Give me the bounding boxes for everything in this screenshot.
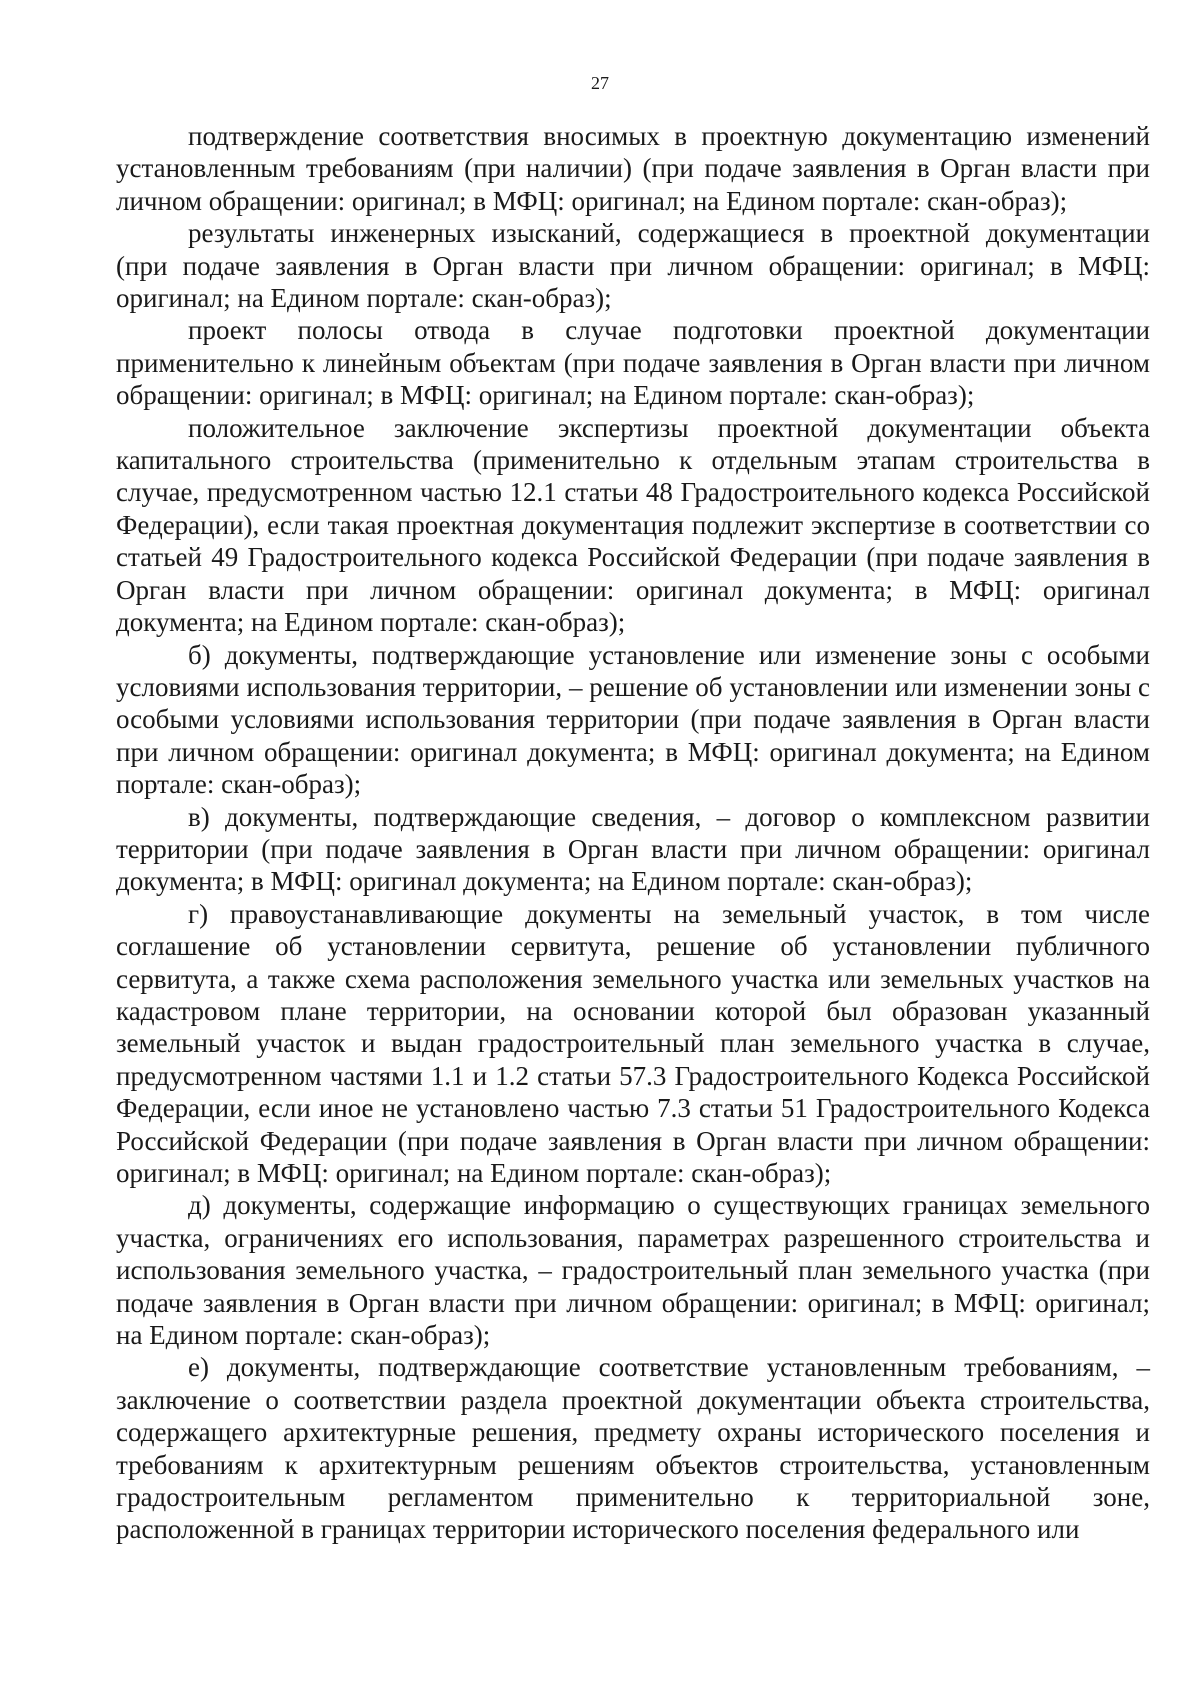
paragraph-item-d-land-plot-boundaries: д) документы, содержащие информацию о существующих границах земельного участка, ограничениях его использования, параметрах разрешенного строительства и использования земельного участка, – градостроительный план земельного участка (при подаче заявления в Орган власти при личном обращении: оригинал; в МФЦ: оригинал; на Едином портале: скан-образ); bbox=[116, 1190, 1150, 1351]
paragraph-design-changes-confirmation: подтверждение соответствия вносимых в проектную документацию изменений установленным требованиям (при наличии) (при подаче заявления в Орган власти при личном обращении: оригинал; в МФЦ: оригинал; на Едином портале: скан-образ); bbox=[116, 121, 1150, 216]
paragraph-right-of-way-project: проект полосы отвода в случае подготовки проектной документации применительно к линейным объектам (при подаче заявления в Орган власти при личном обращении: оригинал; в МФЦ: оригинал; на Едином портале: скан-образ); bbox=[116, 315, 1150, 411]
document-body bbox=[116, 120, 1150, 1546]
paragraph-engineering-surveys: результаты инженерных изысканий, содержащиеся в проектной документации (при подаче заявления в Орган власти при личном обращении: оригинал; в МФЦ: оригинал; на Едином портале: скан-образ); bbox=[116, 218, 1150, 314]
page-number: 27 bbox=[591, 73, 609, 93]
paragraph-item-e-compliance-documents: е) документы, подтверждающие соответствие установленным требованиям, – заключение о соответствии раздела проектной документации объекта строительства, содержащего архитектурные решения, предмету охраны исторического поселения и требованиям к архитектурным решениям объектов строительства, установленным градостроительным регламентом применительно к территориальной зоне, расположенной в границах территории исторического поселения федерального или bbox=[116, 1352, 1150, 1545]
paragraph-expertise-conclusion: положительное заключение экспертизы проектной документации объекта капитального строительства (применительно к отдельным этапам строительства в случае, предусмотренном частью 12.1 статьи 48 Градостроительного кодекса Российской Федерации), если такая проектная документация подлежит экспертизе в соответствии со статьей 49 Градостроительного кодекса Российской Федерации (при подаче заявления в Орган власти при личном обращении: оригинал документа; в МФЦ: оригинал документа; на Едином портале: скан-образ); bbox=[116, 412, 1150, 638]
paragraph-item-b-special-zones: б) документы, подтверждающие установление или изменение зоны с особыми условиями использования территории, – решение об установлении или изменении зоны с особыми условиями использования территории (при подаче заявления в Орган власти при личном обращении: оригинал документа; в МФЦ: оригинал документа; на Едином портале: скан-образ); bbox=[116, 639, 1150, 800]
paragraph-item-g-land-title-documents: г) правоустанавливающие документы на земельный участок, в том числе соглашение об установлении сервитута, решение об установлении публичного сервитута, а также схема расположения земельного участка или земельных участков на кадастровом плане территории, на основании которой был образован указанный земельный участок и выдан градостроительный план земельного участка в случае, предусмотренном частями 1.1 и 1.2 статьи 57.3 Градостроительного Кодекса Российской Федерации, если иное не установлено частью 7.3 статьи 51 Градостроительного Кодекса Российской Федерации (при подаче заявления в Орган власти при личном обращении: оригинал; в МФЦ: оригинал; на Едином портале: скан-образ); bbox=[116, 898, 1150, 1188]
paragraph-item-v-territory-development: в) документы, подтверждающие сведения, – договор о комплексном развитии территории (при подаче заявления в Орган власти при личном обращении: оригинал документа; в МФЦ: оригинал документа; на Едином портале: скан-образ); bbox=[116, 801, 1150, 897]
